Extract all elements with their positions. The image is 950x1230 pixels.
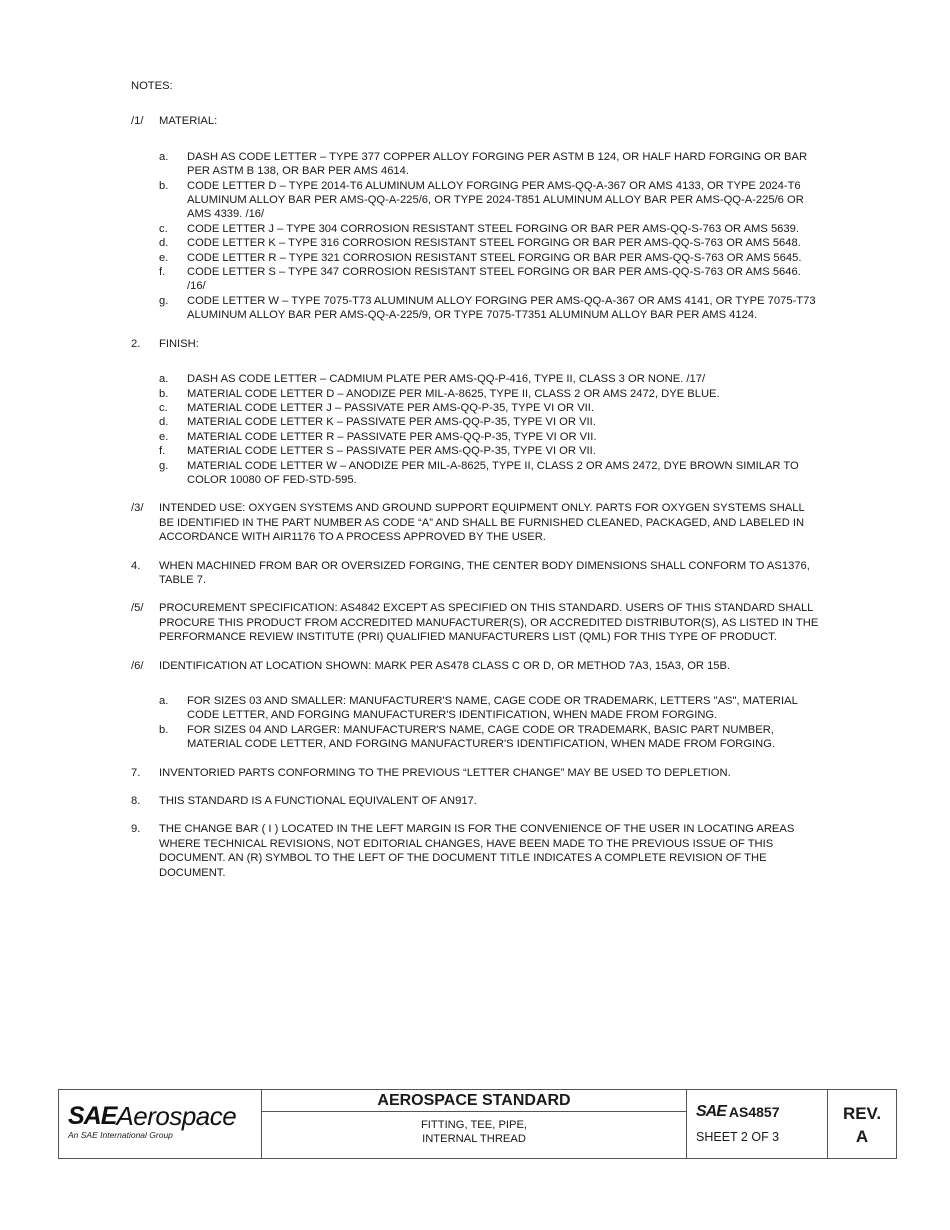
- sub-item: [159, 265, 821, 294]
- note-5: [131, 601, 821, 644]
- document-number-line: [696, 1104, 780, 1120]
- sub-item-text: MATERIAL CODE LETTER K – PASSIVATE PER AMS-QQ-P-35, TYPE VI OR VII.: [187, 416, 596, 429]
- sub-item-text: MATERIAL CODE LETTER W – ANODIZE PER MIL-A-8625, TYPE II, CLASS 2 OR AMS 2472, DYE BROWN SIMILAR TO COLOR 10080 OF FED-STD-595.: [187, 459, 799, 486]
- sub-item-letter: f.: [159, 266, 166, 279]
- sub-item-letter: g.: [159, 294, 169, 307]
- part-description: [262, 1112, 686, 1158]
- sub-item-letter: b.: [159, 387, 169, 400]
- logo-sae-wordmark: SAE: [68, 1102, 117, 1130]
- sub-item-text: CODE LETTER D – TYPE 2014-T6 ALUMINUM ALLOY FORGING PER AMS-QQ-A-367 OR AMS 4133, OR TYPE 2024-T6 ALUMINUM ALLOY BAR PER AMS-QQ-A-225/6, OR TYPE 2024-T851 ALUMINUM ALLOY BAR PER AMS-QQ-A-225/6 OR AMS 4339. /16/: [187, 179, 804, 221]
- note-1: [131, 114, 821, 322]
- sub-item: [159, 251, 821, 265]
- title-block-title-cell: [262, 1090, 687, 1158]
- note-6: [131, 659, 821, 752]
- note-4: [131, 559, 821, 588]
- sub-item: [159, 294, 821, 323]
- title-block-document-cell: [687, 1090, 828, 1158]
- sub-item-text: CODE LETTER S – TYPE 347 CORROSION RESISTANT STEEL FORGING OR BAR PER AMS-QQ-S-763 OR AMS 5646. /16/: [187, 266, 801, 293]
- title-block: [58, 1089, 897, 1159]
- sub-item: [159, 723, 821, 752]
- sub-item-letter: g.: [159, 459, 169, 472]
- sub-item-letter: f.: [159, 445, 166, 458]
- note-number: /1/: [131, 115, 144, 128]
- note-number: /5/: [131, 602, 144, 615]
- sub-item-letter: a.: [159, 695, 169, 707]
- note-number: 7.: [131, 766, 141, 779]
- note-sublist: [159, 372, 821, 487]
- sub-item: [159, 401, 821, 415]
- sub-item-text: MATERIAL CODE LETTER R – PASSIVATE PER AMS-QQ-P-35, TYPE VI OR VII.: [187, 430, 597, 443]
- sub-item-text: CODE LETTER J – TYPE 304 CORROSION RESISTANT STEEL FORGING OR BAR PER AMS-QQ-S-763 OR AMS 5639.: [187, 222, 799, 235]
- sub-item-letter: a.: [159, 150, 169, 163]
- sub-item-text: MATERIAL CODE LETTER J – PASSIVATE PER AMS-QQ-P-35, TYPE VI OR VII.: [187, 401, 594, 414]
- title-block-revision-cell: [828, 1090, 896, 1158]
- part-description-line-1: FITTING, TEE, PIPE,: [420, 1119, 528, 1131]
- note-number: 8.: [131, 795, 141, 808]
- note-text: IDENTIFICATION AT LOCATION SHOWN: MARK PER AS478 CLASS C OR D, OR METHOD 7A3, 15A3, OR 15B.: [159, 659, 731, 672]
- document-number: AS4857: [728, 1104, 780, 1120]
- note-number: /6/: [131, 659, 144, 672]
- sub-item-text: FOR SIZES 03 AND SMALLER: MANUFACTURER'S NAME, CAGE CODE OR TRADEMARK, LETTERS "AS", MATERIAL CODE LETTER, AND FORGING MANUFACTURER'S IDENTIFICATION, WHEN MADE FROM FORGING.: [187, 695, 798, 722]
- sub-item-letter: a.: [159, 373, 169, 386]
- sub-item-letter: c.: [159, 401, 168, 414]
- part-description-line-2: INTERNAL THREAD: [422, 1133, 526, 1145]
- note-3: [131, 501, 821, 544]
- note-number: 4.: [131, 559, 141, 572]
- logo-aerospace-wordmark: Aerospace: [116, 1101, 237, 1131]
- note-text: INVENTORIED PARTS CONFORMING TO THE PREVIOUS “LETTER CHANGE” MAY BE USED TO DEPLETION.: [159, 766, 731, 779]
- sub-item-letter: b.: [159, 179, 169, 192]
- note-text: PROCUREMENT SPECIFICATION: AS4842 EXCEPT AS SPECIFIED ON THIS STANDARD. USERS OF THIS STANDARD SHALL PROCURE THIS PRODUCT FROM ACCREDITED MANUFACTURER(S), OR ACCREDITED DISTRIBUTOR(S), AS LISTED IN THE PERFORMANCE REVIEW INSTITUTE (PRI) QUALIFIED MANUFACTURERS LIST (QML) FOR THIS TYPE OF PRODUCT.: [159, 602, 819, 644]
- note-number: /3/: [131, 502, 144, 515]
- sub-item-letter: e.: [159, 251, 169, 264]
- note-sublist: [159, 694, 821, 752]
- sub-item: [159, 222, 821, 236]
- doc-sae-logo: SAE: [696, 1103, 726, 1120]
- note-7: [131, 766, 821, 780]
- title-block-logo-cell: [59, 1090, 262, 1158]
- revision-value: A: [855, 1127, 869, 1146]
- sub-item-text: MATERIAL CODE LETTER D – ANODIZE PER MIL-A-8625, TYPE II, CLASS 2 OR AMS 2472, DYE BLUE.: [187, 387, 720, 400]
- note-8: [131, 794, 821, 808]
- note-text: THIS STANDARD IS A FUNCTIONAL EQUIVALENT OF AN917.: [159, 795, 477, 808]
- notes-heading: NOTES:: [131, 80, 173, 92]
- sub-item: [159, 444, 821, 458]
- note-9: [131, 822, 821, 880]
- notes-section: [131, 79, 821, 880]
- sub-item-letter: d.: [159, 237, 169, 250]
- sub-item-text: MATERIAL CODE LETTER S – PASSIVATE PER AMS-QQ-P-35, TYPE VI OR VII.: [187, 445, 596, 458]
- note-text: INTENDED USE: OXYGEN SYSTEMS AND GROUND SUPPORT EQUIPMENT ONLY. PARTS FOR OXYGEN SYSTEMS SHALL BE IDENTIFIED IN THE PART NUMBER AS CODE “A” AND SHALL BE FURNISHED CLEANED, PACKAGED, AND LABELED IN ACCORDANCE WITH AIR1176 TO A PROCESS APPROVED BY THE USER.: [159, 502, 805, 544]
- sub-item: [159, 372, 821, 386]
- sub-item: [159, 150, 821, 179]
- note-text: MATERIAL:: [159, 115, 218, 128]
- sub-item: [159, 694, 821, 723]
- note-2: [131, 337, 821, 488]
- sub-item-text: CODE LETTER W – TYPE 7075-T73 ALUMINUM ALLOY FORGING PER AMS-QQ-A-367 OR AMS 4141, OR TYPE 7075-T73 ALUMINUM ALLOY BAR PER AMS-QQ-A-225/9, OR TYPE 7075-T7351 ALUMINUM ALLOY BAR PER AMS 4124.: [187, 294, 816, 322]
- sub-item: [159, 387, 821, 401]
- standard-title: AEROSPACE STANDARD: [262, 1090, 686, 1112]
- sub-item-text: CODE LETTER R – TYPE 321 CORROSION RESISTANT STEEL FORGING OR BAR PER AMS-QQ-S-763 OR AMS 5645.: [187, 251, 802, 264]
- sub-item: [159, 236, 821, 250]
- note-sublist: [159, 150, 821, 323]
- sub-item: [159, 459, 821, 488]
- sheet-number: SHEET 2 OF 3: [696, 1130, 780, 1144]
- sub-item: [159, 430, 821, 444]
- revision-label: REV.: [842, 1104, 882, 1123]
- sub-item-letter: d.: [159, 416, 169, 429]
- logo-tagline: An SAE International Group: [68, 1130, 173, 1140]
- sub-item-letter: c.: [159, 222, 168, 235]
- note-text: WHEN MACHINED FROM BAR OR OVERSIZED FORGING, THE CENTER BODY DIMENSIONS SHALL CONFORM TO AS1376, TABLE 7.: [159, 559, 810, 586]
- sub-item-text: DASH AS CODE LETTER – TYPE 377 COPPER ALLOY FORGING PER ASTM B 124, OR HALF HARD FORGING OR BAR PER ASTM B 138, OR BAR PER AMS 4614.: [187, 150, 808, 178]
- sub-item-text: DASH AS CODE LETTER – CADMIUM PLATE PER AMS-QQ-P-416, TYPE II, CLASS 3 OR NONE. /17/: [187, 373, 706, 386]
- sub-item-letter: e.: [159, 430, 169, 443]
- note-text: THE CHANGE BAR ( I ) LOCATED IN THE LEFT MARGIN IS FOR THE CONVENIENCE OF THE USER IN LOCATING AREAS WHERE TECHNICAL REVISIONS, NOT EDITORIAL CHANGES, HAVE BEEN MADE TO THE PREVIOUS ISSUE OF THIS DOCUMENT. AN (R) SYMBOL TO THE LEFT OF THE DOCUMENT TITLE INDICATES A COMPLETE REVISION OF THE DOCUMENT.: [159, 823, 795, 879]
- sub-item-text: CODE LETTER K – TYPE 316 CORROSION RESISTANT STEEL FORGING OR BAR PER AMS-QQ-S-763 OR AMS 5648.: [187, 237, 801, 250]
- sub-item-letter: b.: [159, 723, 169, 736]
- sub-item: [159, 415, 821, 429]
- sub-item: [159, 179, 821, 222]
- sae-aerospace-logo: [68, 1101, 237, 1140]
- sub-item-text: FOR SIZES 04 AND LARGER: MANUFACTURER'S NAME, CAGE CODE OR TRADEMARK, BASIC PART NUMBER, MATERIAL CODE LETTER, AND FORGING MANUFACTURER'S IDENTIFICATION, WHEN MADE FROM FORGING.: [187, 723, 776, 751]
- note-number: 2.: [131, 337, 141, 350]
- note-number: 9.: [131, 823, 141, 836]
- note-text: FINISH:: [159, 337, 199, 350]
